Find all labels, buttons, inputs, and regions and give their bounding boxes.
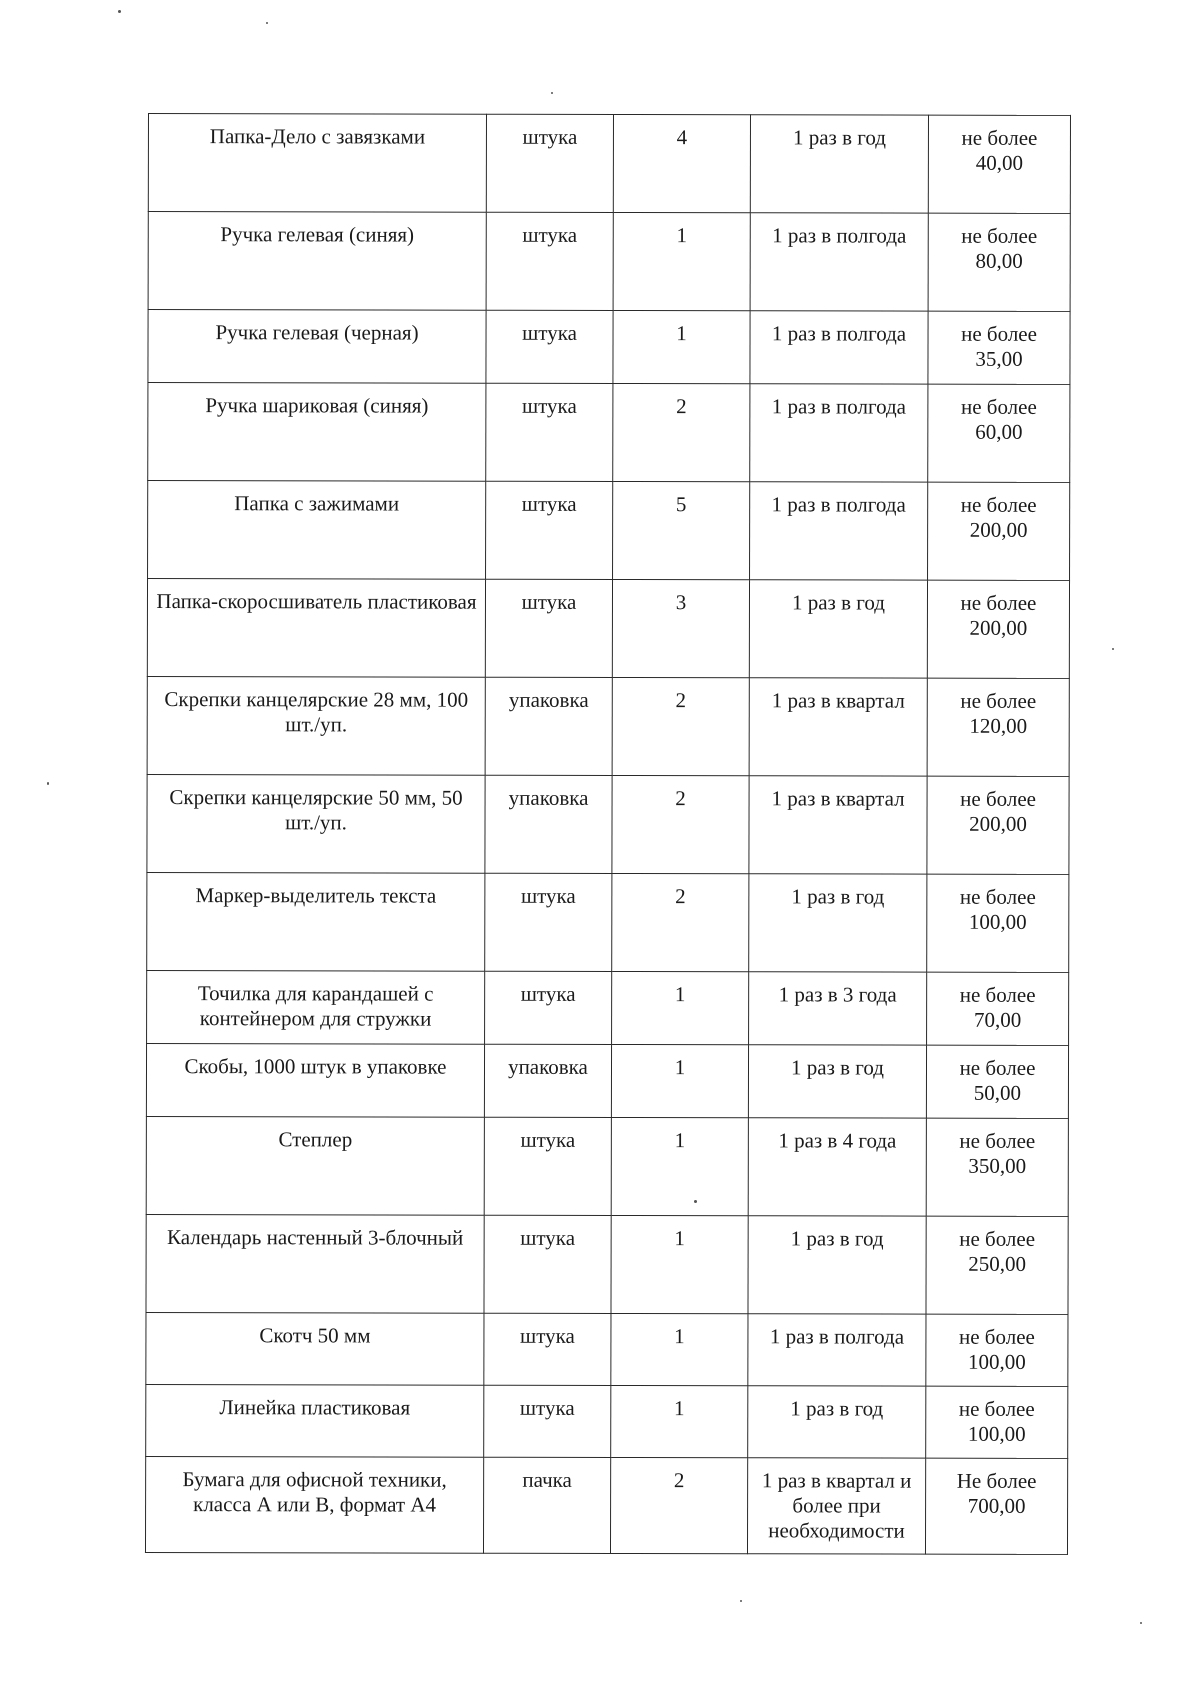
item-name-cell: Линейка пластиковая (146, 1384, 484, 1457)
item-name-cell: Ручка гелевая (черная) (148, 310, 486, 384)
max-price-cell: не более 50,00 (926, 1045, 1068, 1118)
max-price-cell: не более 100,00 (926, 1386, 1068, 1458)
replacement-period-cell: 1 раз в полгода (750, 213, 928, 311)
replacement-period-cell: 1 раз в квартал (749, 678, 927, 776)
table-row (147, 872, 1069, 972)
quantity-cell: 5 (613, 481, 750, 579)
item-name-cell: Степлер (146, 1116, 484, 1215)
quantity-cell: 1 (611, 1215, 748, 1313)
replacement-period-cell: 1 раз в год (748, 1045, 926, 1118)
item-name-cell: Календарь настенный 3-блочный (146, 1214, 484, 1313)
table-row (146, 1384, 1068, 1458)
table-row (146, 1214, 1068, 1314)
unit-cell: штука (486, 212, 613, 310)
quantity-cell: 1 (612, 971, 749, 1044)
table-row (146, 1043, 1068, 1118)
unit-cell: штука (486, 481, 613, 579)
max-price-cell: Не более 700,00 (925, 1458, 1067, 1554)
replacement-period-cell: 1 раз в полгода (750, 384, 928, 482)
item-name-cell: Ручка гелевая (синяя) (148, 212, 486, 311)
scan-speck (1112, 648, 1114, 650)
quantity-cell: 1 (613, 310, 750, 383)
unit-cell: штука (484, 1215, 611, 1313)
unit-cell: штука (486, 310, 613, 383)
unit-cell: штука (485, 579, 612, 677)
quantity-cell: 2 (612, 677, 749, 775)
replacement-period-cell: 1 раз в год (750, 115, 928, 213)
replacement-period-cell: 1 раз в полгода (750, 311, 928, 384)
replacement-period-cell: 1 раз в год (749, 874, 927, 972)
max-price-cell: не более 250,00 (926, 1216, 1068, 1314)
scan-speck (118, 10, 121, 13)
quantity-cell: 1 (611, 1385, 748, 1457)
item-name-cell: Бумага для офисной техники, класса А или В, формат А4 (145, 1456, 483, 1553)
quantity-cell: 4 (613, 114, 750, 212)
scan-speck (740, 1600, 742, 1602)
quantity-cell: 2 (612, 775, 749, 873)
max-price-cell: не более 40,00 (928, 115, 1070, 213)
max-price-cell: не более 200,00 (927, 776, 1069, 874)
unit-cell: штука (485, 873, 612, 971)
max-price-cell: не более 80,00 (928, 213, 1070, 311)
max-price-cell: не более 120,00 (927, 678, 1069, 776)
replacement-period-cell: 1 раз в год (748, 1386, 926, 1458)
unit-cell: штука (484, 1385, 611, 1457)
unit-cell: пачка (483, 1457, 610, 1553)
quantity-cell: 2 (613, 383, 750, 481)
quantity-cell: 2 (612, 873, 749, 971)
quantity-cell: 1 (611, 1313, 748, 1385)
item-name-cell: Точилка для карандашей с контейнером для стружки (147, 970, 485, 1044)
max-price-cell: не более 100,00 (927, 874, 1069, 972)
quantity-cell: 1 (613, 212, 750, 310)
replacement-period-cell: 1 раз в полгода (750, 482, 928, 580)
unit-cell: штука (486, 114, 613, 212)
table-row (146, 1116, 1068, 1216)
table-row (147, 774, 1069, 874)
table-row (147, 676, 1069, 776)
quantity-cell: 2 (610, 1457, 747, 1553)
table-row (145, 1456, 1067, 1554)
supply-norms-table (145, 113, 1071, 1555)
max-price-cell: не более 60,00 (928, 384, 1070, 482)
item-name-cell: Скрепки канцелярские 28 мм, 100 шт./уп. (147, 676, 485, 775)
scan-speck (47, 782, 49, 785)
table-row (148, 383, 1070, 483)
quantity-cell: 1 (611, 1044, 748, 1117)
replacement-period-cell: 1 раз в год (749, 580, 927, 678)
replacement-period-cell: 1 раз в 3 года (749, 972, 927, 1045)
max-price-cell: не более 100,00 (926, 1314, 1068, 1386)
unit-cell: штука (485, 971, 612, 1044)
max-price-cell: не более 35,00 (928, 311, 1070, 384)
table-row (147, 970, 1069, 1045)
max-price-cell: не более 200,00 (927, 580, 1069, 678)
unit-cell: упаковка (485, 677, 612, 775)
item-name-cell: Скрепки канцелярские 50 мм, 50 шт./уп. (147, 774, 485, 873)
unit-cell: упаковка (485, 775, 612, 873)
item-name-cell: Папка с зажимами (148, 481, 486, 580)
max-price-cell: не более 70,00 (927, 972, 1069, 1045)
table-row (147, 579, 1069, 679)
table-row (148, 114, 1070, 214)
table-row (148, 212, 1070, 312)
replacement-period-cell: 1 раз в 4 года (748, 1118, 926, 1216)
quantity-cell: 3 (612, 579, 749, 677)
scan-speck (266, 22, 268, 24)
unit-cell: штука (486, 383, 613, 481)
item-name-cell: Маркер-выделитель текста (147, 872, 485, 971)
replacement-period-cell: 1 раз в год (748, 1216, 926, 1314)
replacement-period-cell: 1 раз в квартал (749, 776, 927, 874)
table-row (146, 1312, 1068, 1386)
item-name-cell: Скобы, 1000 штук в упаковке (146, 1043, 484, 1117)
item-name-cell: Ручка шариковая (синяя) (148, 383, 486, 482)
table-row (148, 481, 1070, 581)
scan-speck (1140, 1622, 1142, 1624)
replacement-period-cell: 1 раз в квартал и более при необходимости (747, 1458, 925, 1554)
unit-cell: упаковка (484, 1044, 611, 1117)
replacement-period-cell: 1 раз в полгода (748, 1314, 926, 1386)
item-name-cell: Скотч 50 мм (146, 1312, 484, 1385)
item-name-cell: Папка-Дело с завязками (148, 114, 486, 213)
scan-speck (551, 92, 553, 94)
max-price-cell: не более 350,00 (926, 1118, 1068, 1216)
max-price-cell: не более 200,00 (928, 482, 1070, 580)
unit-cell: штука (484, 1117, 611, 1215)
item-name-cell: Папка-скоросшиватель пластиковая (147, 579, 485, 678)
table-row (148, 310, 1070, 385)
unit-cell: штука (484, 1313, 611, 1385)
quantity-cell: 1 (611, 1117, 748, 1215)
